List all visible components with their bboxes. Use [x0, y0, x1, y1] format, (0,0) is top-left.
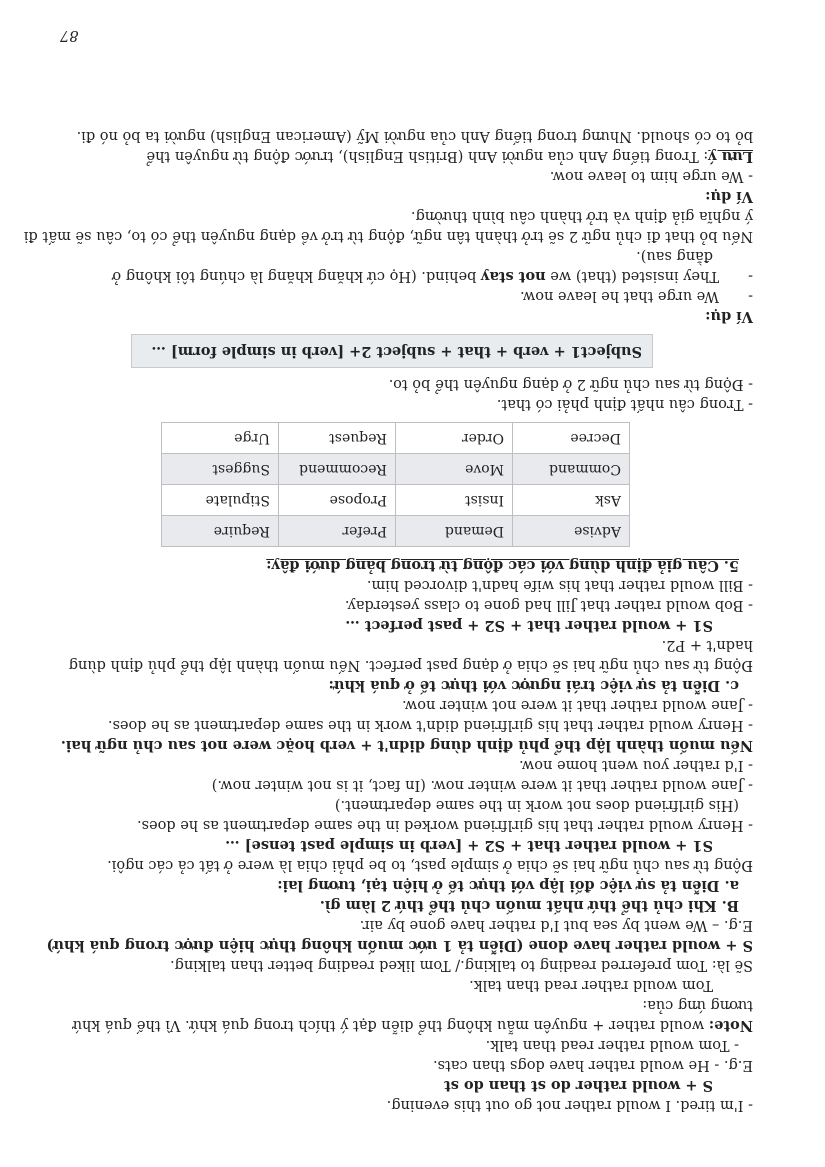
example-line: - Jane would rather that it were winter now. (In fact, it is not winter now.): [211, 777, 753, 793]
text-line: Sẽ là: Tom preferred reading to talking./ Tom liked reading better than talking.: [170, 957, 753, 973]
verbs-table-cell: Prefer: [279, 516, 396, 547]
example-line: Tom would rather read than talk.: [469, 977, 713, 993]
bullet-dash: -: [748, 288, 753, 304]
example-text: They insisted (that) we: [545, 268, 719, 284]
example-line: - We urge him to leave now.: [549, 168, 753, 184]
example-text: behind. (Họ cứ khăng khăng là chúng tôi không ở: [112, 268, 481, 284]
note-label: Lưu ý: [708, 148, 753, 165]
note-line: [63, 146, 753, 166]
section-heading: c. Diễn tả sự việc trái ngược với thực tế ở quá khứ:: [328, 677, 739, 694]
verbs-table-cell: Ask: [513, 485, 630, 516]
rule-line: Nếu muốn thành lập thể phủ định dùng didn't + verb hoặc were not sau chủ ngữ hai.: [60, 737, 753, 754]
note-label: Note:: [708, 1017, 753, 1034]
note-line: [63, 1015, 753, 1035]
formula-line: S + would rather have done (Diễn tả 1 ước muốn không thực hiện được trong quá khứ): [46, 937, 753, 954]
formula-line: S1 + would rather that + S2 + past perfect …: [345, 617, 713, 634]
text-line: bỏ to có should. Nhưng trong tiếng Anh của người Mỹ (American English) người ta bỏ nó đi.: [76, 128, 753, 144]
text-line: Nếu bỏ that đi chủ ngữ 2 sẽ trở thành tân ngữ, động từ trở về dạng nguyên thể có to, câu sẽ mất đi: [23, 228, 753, 244]
example-line: - Henry would rather that his girlfriend worked in the same department as he does.: [136, 817, 753, 833]
section-heading: B. Khi chủ thể thứ nhất muốn chủ thể thứ 2 làm gì.: [319, 897, 739, 914]
example-line: - Tom would rather read than talk.: [485, 1037, 739, 1053]
page-number: 87: [60, 27, 79, 43]
text-line: ý nghĩa giả định và trở thành câu bình thường.: [410, 208, 753, 224]
formula-line: S1 + would rather that + S2 + [verb in simple past tense] …: [225, 837, 713, 854]
verbs-table-cell: Require: [162, 516, 279, 547]
verbs-table-row: [162, 516, 630, 547]
section-heading: a. Diễn tả sự việc đối lập với thực tế ở hiện tại, tương lai:: [277, 877, 739, 894]
example-line: - Bob would rather that Jill had gone to class yesterday.: [344, 597, 753, 613]
example-line: E.g. - He would rather have dogs than cats.: [432, 1057, 753, 1073]
example-line: - I'm tired. I would rather not go out this evening.: [386, 1097, 753, 1113]
bullet-dash: -: [748, 268, 753, 284]
example-line: [63, 266, 753, 286]
verbs-table-cell: Request: [279, 423, 396, 454]
example-emphasis: not stay: [480, 268, 546, 285]
verbs-table-cell: Recommend: [279, 454, 396, 485]
page-content: [23, 126, 753, 1115]
verbs-table-body: [162, 423, 630, 547]
example-line: đằng sau).: [636, 248, 713, 264]
formula-box: Subject1 + verb + that + subject 2+ [verb in simple form] …: [131, 334, 653, 368]
example-line: E.g. – We went by sea but I'd rather have gone by air.: [359, 917, 753, 933]
verbs-table-cell: Insist: [396, 485, 513, 516]
example-line: - Jane would rather that it were not winter now.: [401, 697, 753, 713]
example-heading: Ví dụ:: [705, 188, 753, 205]
note-text: would rather + nguyên mẫu không thể diễn đạt ý thích trong quá khứ. Vì thế quá khứ: [72, 1017, 709, 1033]
example-line: [63, 286, 753, 306]
verbs-table-row: [162, 454, 630, 485]
verbs-table-cell: Move: [396, 454, 513, 485]
verbs-table-cell: Demand: [396, 516, 513, 547]
note-text: : Trong tiếng Anh của người Anh (British English), trước động từ nguyên thể: [146, 148, 709, 164]
example-text: We urge that he leave now.: [519, 288, 719, 304]
example-line: - I'd rather you went home now.: [519, 757, 753, 773]
verbs-table-cell: Urge: [162, 423, 279, 454]
example-line: - Bill would rather that his wife hadn't divorced him.: [366, 577, 753, 593]
verbs-table-cell: Order: [396, 423, 513, 454]
text-line: - Trong câu nhất định phải có that.: [496, 396, 753, 412]
text-line: - Động từ sau chủ ngữ 2 ở dạng nguyên thể bỏ to.: [388, 376, 753, 392]
text-line: Động từ sau chủ ngữ hai sẽ chia ở simple past, to be phải chia là were ở tất cả các ngôi.: [107, 857, 753, 873]
section-heading: 5. Câu giả định dùng với các động từ trong bảng dưới đây:: [266, 557, 739, 574]
text-line: tương ứng của:: [642, 997, 753, 1013]
verbs-table-row: [162, 423, 630, 454]
verbs-table-row: [162, 485, 630, 516]
verbs-table-cell: Command: [513, 454, 630, 485]
verbs-table-cell: Decree: [513, 423, 630, 454]
text-line: Động từ sau chủ ngữ hai sẽ chia ở dạng past perfect. Nếu muốn thành lập thể phủ định dùng: [68, 657, 753, 673]
verbs-table-cell: Suggest: [162, 454, 279, 485]
formula-line: S + would rather do st than do st: [443, 1077, 713, 1094]
example-line: (His girlfriend does not work in the same department.): [334, 797, 739, 813]
example-heading: Ví dụ:: [705, 308, 753, 325]
verbs-table: [161, 422, 630, 547]
verbs-table-cell: Stipulate: [162, 485, 279, 516]
text-line: hadn't + P2.: [661, 637, 753, 653]
verbs-table-cell: Advise: [513, 516, 630, 547]
example-line: - Henry would rather that his girlfriend didn't work in the same department as he does.: [107, 717, 753, 733]
verbs-table-cell: Propose: [279, 485, 396, 516]
